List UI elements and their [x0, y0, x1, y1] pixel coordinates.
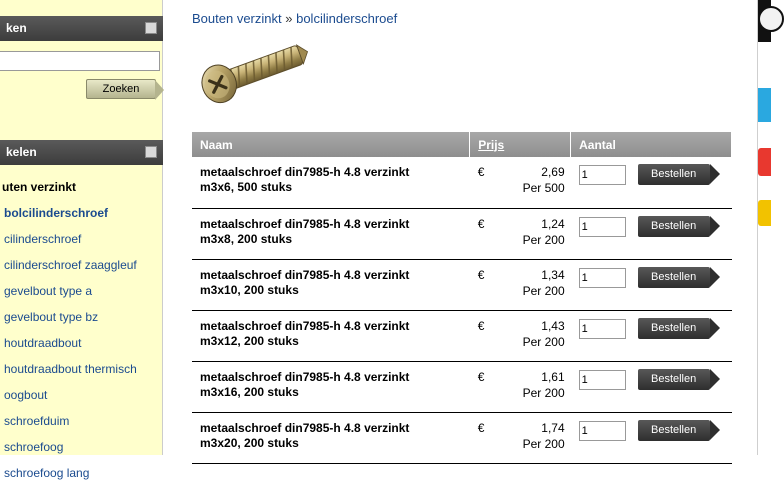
product-name-cell	[192, 208, 470, 259]
price-amount: 1,74	[541, 420, 565, 435]
order-button[interactable]	[638, 420, 710, 441]
table-header-row	[192, 132, 732, 157]
price-per-unit: Per 200	[522, 436, 565, 451]
product-name-line1: metaalschroef din7985-h 4.8 verzinkt	[200, 165, 410, 179]
sidebar-search-panel-title: ken	[6, 21, 27, 35]
table-row	[192, 259, 732, 310]
product-name-line2: m3x10, 200 stuks	[200, 282, 299, 297]
product-name-line2: m3x8, 200 stuks	[200, 231, 293, 246]
search-button[interactable]	[86, 79, 156, 99]
order-button-label: Bestellen	[650, 270, 697, 283]
currency-symbol: €	[477, 216, 485, 231]
order-button-label: Bestellen	[650, 168, 697, 180]
quantity-input[interactable]	[579, 165, 626, 185]
product-name-line1: metaalschroef din7985-h 4.8 verzinkt	[200, 369, 410, 384]
sidebar-item-schroefoog[interactable]: schroefoog	[4, 440, 64, 454]
order-button[interactable]	[638, 318, 710, 339]
product-quantity-cell	[571, 361, 732, 412]
order-button-label: Bestellen	[650, 219, 697, 232]
quantity-input[interactable]	[579, 217, 626, 237]
table-row	[192, 208, 732, 259]
product-name-line2: m3x12, 200 stuks	[200, 333, 299, 348]
sidebar-item-gevelbout-type-bz[interactable]: gevelbout type bz	[4, 310, 99, 324]
sidebar-item-bouten-verzinkt[interactable]: uten verzinkt	[2, 180, 77, 194]
product-name-cell	[192, 157, 470, 208]
search-button-label: Zoeken	[102, 83, 140, 95]
column-header-aantal[interactable]: Aantal	[571, 132, 732, 157]
sidebar-item-cilinderschroef-zaaggleuf[interactable]: cilinderschroef zaaggleuf	[4, 258, 137, 272]
price-per-unit: Per 500	[522, 181, 565, 195]
order-button-label: Bestellen	[650, 423, 697, 436]
product-quantity-cell	[571, 259, 732, 310]
sidebar-item-oogbout[interactable]: oogbout	[4, 388, 48, 402]
sidebar-item-houtdraadbout[interactable]: houtdraadbout	[4, 336, 82, 350]
sidebar-item-schroefduim[interactable]: schroefduim	[4, 414, 70, 428]
order-button[interactable]	[638, 267, 710, 288]
product-name-cell	[192, 259, 470, 310]
product-quantity-cell	[571, 412, 732, 463]
table-row	[192, 412, 732, 463]
breadcrumb-parent-link[interactable]: Bouten verzinkt	[192, 11, 282, 26]
currency-symbol: €	[477, 420, 485, 435]
sidebar-item-schroefoog-lang[interactable]: schroefoog lang	[4, 466, 90, 480]
arrow-right-icon	[710, 369, 720, 389]
breadcrumb-separator: »	[285, 11, 293, 26]
table-body	[192, 157, 732, 463]
sidebar-item-cilinderschroef[interactable]: cilinderschroef	[4, 232, 82, 246]
quantity-input[interactable]	[579, 319, 626, 339]
price-per-unit: Per 200	[522, 283, 565, 298]
product-price-cell	[470, 412, 571, 463]
quantity-input[interactable]	[579, 421, 626, 441]
adjacent-window-edge	[757, 0, 770, 455]
order-button[interactable]	[638, 216, 710, 237]
currency-symbol: €	[477, 369, 485, 384]
product-quantity-cell	[571, 157, 732, 208]
arrow-right-icon	[155, 80, 164, 100]
column-header-prijs[interactable]	[470, 132, 571, 157]
currency-symbol: €	[477, 267, 485, 282]
edge-yellow-badge[interactable]	[758, 200, 771, 226]
main-content	[164, 0, 756, 455]
search-input[interactable]	[0, 51, 160, 71]
edge-red-badge[interactable]	[758, 148, 771, 176]
sidebar-item-houtdraadbout-thermisch[interactable]: houtdraadbout thermisch	[4, 362, 137, 376]
edge-blue-badge[interactable]	[758, 88, 771, 122]
price-per-unit: Per 200	[522, 232, 565, 247]
sidebar	[0, 0, 163, 480]
arrow-right-icon	[710, 216, 720, 236]
minimize-icon[interactable]	[145, 22, 157, 34]
column-header-prijs-label: Prijs	[478, 137, 505, 152]
arrow-right-icon	[710, 318, 720, 338]
product-name-cell	[192, 310, 470, 361]
product-price-cell	[470, 208, 571, 259]
order-button[interactable]	[638, 164, 710, 185]
product-name-line1: metaalschroef din7985-h 4.8 verzinkt	[200, 267, 410, 282]
avatar	[758, 6, 784, 32]
product-price-cell	[470, 157, 571, 208]
column-header-naam[interactable]: Naam	[192, 132, 470, 157]
price-amount: 2,69	[541, 165, 565, 179]
screw-product-image	[190, 34, 320, 114]
price-amount: 1,43	[541, 318, 565, 333]
minimize-icon[interactable]	[145, 146, 157, 158]
price-per-unit: Per 200	[522, 334, 565, 349]
arrow-right-icon	[710, 164, 720, 184]
product-table	[192, 132, 732, 464]
product-price-cell	[470, 361, 571, 412]
product-name-line1: metaalschroef din7985-h 4.8 verzinkt	[200, 420, 410, 435]
quantity-input[interactable]	[579, 370, 626, 390]
order-button-label: Bestellen	[650, 372, 697, 385]
product-name-line1: metaalschroef din7985-h 4.8 verzinkt	[200, 318, 410, 333]
product-quantity-cell	[571, 208, 732, 259]
breadcrumb	[192, 11, 397, 26]
table-row	[192, 157, 732, 208]
arrow-right-icon	[710, 420, 720, 440]
product-name-cell	[192, 361, 470, 412]
arrow-right-icon	[710, 267, 720, 287]
order-button[interactable]	[638, 369, 710, 390]
sidebar-search-panel-header	[0, 16, 163, 41]
product-name-line1: metaalschroef din7985-h 4.8 verzinkt	[200, 216, 410, 231]
product-name-line2: m3x20, 200 stuks	[200, 435, 299, 450]
price-per-unit: Per 200	[522, 385, 565, 400]
sidebar-articles-panel-title: kelen	[6, 145, 37, 159]
currency-symbol: €	[477, 318, 485, 333]
sidebar-nav-list	[0, 174, 163, 486]
sidebar-articles-panel-header	[0, 140, 163, 165]
product-name-line2: m3x16, 200 stuks	[200, 384, 299, 399]
order-button-label: Bestellen	[650, 321, 697, 334]
product-price-cell	[470, 310, 571, 361]
price-amount: 1,34	[541, 267, 565, 282]
sidebar-item-bolcilinderschroef[interactable]: bolcilinderschroef	[4, 206, 109, 220]
product-price-cell	[470, 259, 571, 310]
product-quantity-cell	[571, 310, 732, 361]
breadcrumb-current: bolcilinderschroef	[296, 11, 398, 26]
price-amount: 1,61	[541, 369, 565, 384]
currency-symbol: €	[477, 165, 485, 179]
sidebar-item-gevelbout-type-a[interactable]: gevelbout type a	[4, 284, 93, 298]
table-row	[192, 310, 732, 361]
price-amount: 1,24	[541, 216, 565, 231]
product-name-line2: m3x6, 500 stuks	[200, 180, 293, 194]
table-row	[192, 361, 732, 412]
product-name-cell	[192, 412, 470, 463]
quantity-input[interactable]	[579, 268, 626, 288]
